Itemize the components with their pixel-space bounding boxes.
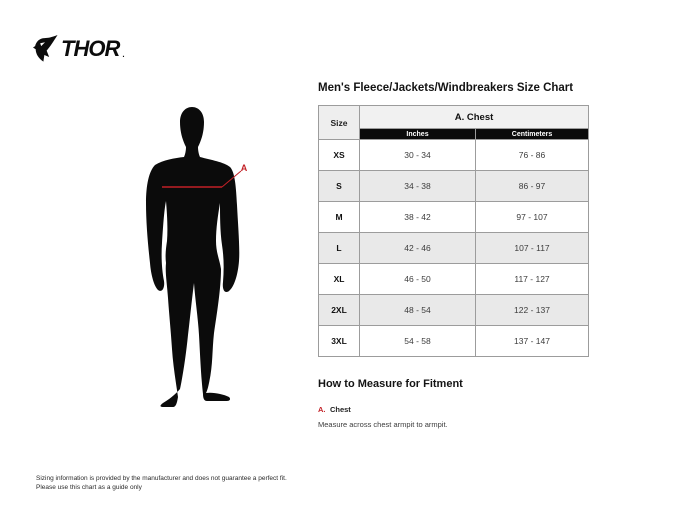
thor-logo bbox=[33, 35, 125, 62]
measure-instruction: Measure across chest armpit to armpit. bbox=[318, 420, 448, 429]
table-row bbox=[319, 233, 589, 264]
centimeters-value: 76 - 86 bbox=[476, 140, 589, 171]
size-label: M bbox=[319, 202, 360, 233]
table-row bbox=[319, 171, 589, 202]
table-row bbox=[319, 264, 589, 295]
inches-value: 34 - 38 bbox=[360, 171, 476, 202]
centimeters-value: 86 - 97 bbox=[476, 171, 589, 202]
male-silhouette-figure bbox=[143, 103, 267, 409]
inches-value: 48 - 54 bbox=[360, 295, 476, 326]
column-header-inches: Inches bbox=[360, 129, 476, 140]
size-chart-table bbox=[318, 105, 589, 357]
disclaimer bbox=[36, 474, 287, 492]
how-to-measure-title: How to Measure for Fitment bbox=[318, 378, 463, 390]
column-group-header-chest: A. Chest bbox=[360, 106, 589, 129]
size-label: XS bbox=[319, 140, 360, 171]
centimeters-value: 97 - 107 bbox=[476, 202, 589, 233]
size-label: 3XL bbox=[319, 326, 360, 357]
measure-item-chest bbox=[318, 399, 588, 429]
column-header-centimeters: Centimeters bbox=[476, 129, 589, 140]
table-row bbox=[319, 202, 589, 233]
measure-key: A. bbox=[318, 405, 326, 414]
table-row bbox=[319, 295, 589, 326]
inches-value: 38 - 42 bbox=[360, 202, 476, 233]
disclaimer-line-1: Sizing information is provided by the manufacturer and does not guarantee a perfect fit. bbox=[36, 475, 287, 482]
table-unit-header-row bbox=[319, 129, 589, 140]
size-label: L bbox=[319, 233, 360, 264]
size-label: 2XL bbox=[319, 295, 360, 326]
inches-value: 42 - 46 bbox=[360, 233, 476, 264]
measurement-label-a: A bbox=[240, 163, 248, 173]
inches-value: 46 - 50 bbox=[360, 264, 476, 295]
measure-name: Chest bbox=[329, 405, 351, 414]
male-silhouette-shape bbox=[146, 107, 239, 407]
inches-value: 30 - 34 bbox=[360, 140, 476, 171]
brand-name: THOR bbox=[61, 35, 120, 61]
thor-goat-head-icon bbox=[33, 35, 58, 62]
page-title: Men's Fleece/Jackets/Windbreakers Size Chart bbox=[318, 82, 574, 94]
centimeters-value: 117 - 127 bbox=[476, 264, 589, 295]
size-label: S bbox=[319, 171, 360, 202]
trademark-dot: . bbox=[122, 50, 125, 59]
table-header-row bbox=[319, 106, 589, 129]
size-chart-section bbox=[318, 82, 588, 429]
table-row bbox=[319, 140, 589, 171]
centimeters-value: 122 - 137 bbox=[476, 295, 589, 326]
how-to-measure-section bbox=[318, 378, 588, 429]
inches-value: 54 - 58 bbox=[360, 326, 476, 357]
disclaimer-line-2: Please use this chart as a guide only bbox=[36, 484, 142, 491]
column-header-size: Size bbox=[319, 106, 360, 140]
centimeters-value: 137 - 147 bbox=[476, 326, 589, 357]
centimeters-value: 107 - 117 bbox=[476, 233, 589, 264]
table-row bbox=[319, 326, 589, 357]
size-label: XL bbox=[319, 264, 360, 295]
